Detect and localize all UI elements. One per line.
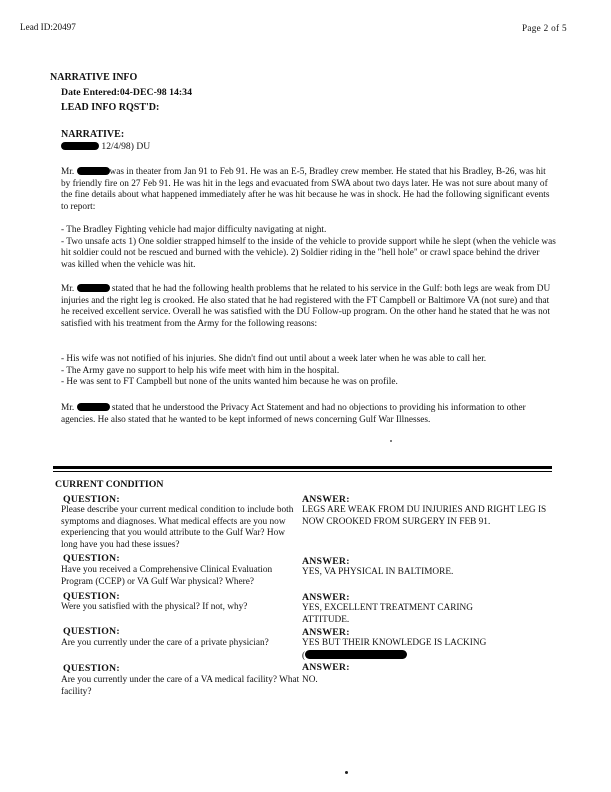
reasons-list	[61, 354, 556, 389]
p2-prefix: Mr.	[61, 284, 75, 294]
lead-info-rqstd: LEAD INFO RQST'D:	[61, 102, 160, 113]
redaction-mark	[305, 650, 407, 659]
reason-item: - His wife was not notified of his injuries. She didn't find out until about a week later when he was able to call her.	[61, 354, 487, 364]
p1-prefix: Mr.	[61, 167, 75, 177]
p2-rest: weak from DU injuries and the right leg is crooked. He also stated that he had registered with the FT Campbell or Baltimore VA (not sure) and that he received excellent service. Overall he was satisfied with the DU Follow-up program. On the other hand he stated that he was not satisfied with his treatment from the Army for the following reasons:	[61, 284, 551, 329]
question-label: QUESTION:	[63, 626, 120, 637]
narrative-paragraph-1	[61, 167, 556, 213]
p1-line1: was in theater from Jan 91 to Feb 91. He was an E-5, Bradley crew member. He stated that his	[109, 167, 461, 177]
current-condition-heading: CURRENT CONDITION	[55, 479, 164, 490]
p3-line1: stated that he understood the Privacy Act Statement and had no objections to providing his	[111, 403, 449, 413]
reason-item: - The Army gave no support to help his wife meet with him in the hospital.	[61, 365, 340, 376]
p1-rest: Bradley, B-26, was hit by friendly fire on 27 Feb 91. He was hit in the legs and evacuated from SWA about two days later. He was not sure about many of the fine details about what happened immediately after he was hit because he was in shock. He had the following significant events to report:	[61, 167, 550, 212]
page-number: Page 2 of 5	[522, 23, 567, 33]
reason-item: - He was sent to FT Campbell but none of the units wanted him because he was on profile.	[61, 377, 398, 387]
question-text: Have you received a Comprehensive Clinical Evaluation Program (CCEP) or VA Gulf War physical? Where?	[61, 565, 273, 587]
event-item: - The Bradley Fighting vehicle had major difficulty navigating at night.	[61, 225, 327, 235]
narrative-paragraph-2	[61, 284, 556, 330]
narrative-heading: NARRATIVE:	[61, 129, 125, 140]
answer-continuation	[302, 650, 407, 663]
section-rule-thin	[53, 471, 552, 472]
scan-speck	[390, 440, 392, 442]
answer-label: ANSWER:	[302, 556, 350, 567]
redaction-mark	[77, 284, 110, 292]
answer-text: YES, VA PHYSICAL IN BALTIMORE.	[302, 567, 454, 577]
narrative-date-tag: 12/4/98) DU	[101, 141, 151, 152]
question-label: QUESTION:	[63, 553, 120, 564]
answer-suffix: (	[302, 651, 306, 661]
date-entered: Date Entered:04-DEC-98 14:34	[61, 87, 192, 98]
section-rule-thick	[53, 466, 552, 469]
answer-label: ANSWER:	[302, 592, 350, 603]
p2-line1: stated that he had the following health problems that he related to his service in the Gulf: both legs are	[111, 284, 493, 294]
answer-label: ANSWER:	[302, 662, 350, 673]
redaction-mark	[77, 167, 110, 175]
answer-text: NO.	[302, 675, 318, 685]
narrative-date-line	[61, 141, 150, 153]
question-label: QUESTION:	[63, 663, 120, 674]
question-text: Were you satisfied with the physical? If not, why?	[61, 602, 248, 612]
question-text: Please describe your current medical condition to include both symptoms and diagnoses. What medical effects are you now experiencing that you would attribute to the Gulf War? How long have you had these issues?	[61, 505, 294, 550]
events-list	[61, 225, 556, 271]
answer-label: ANSWER:	[302, 494, 350, 505]
redaction-mark	[61, 142, 99, 150]
redaction-mark	[77, 403, 110, 411]
lead-id: Lead ID:20497	[20, 22, 76, 32]
p3-prefix: Mr.	[61, 403, 75, 413]
event-item: - Two unsafe acts 1) One soldier strapped himself to the inside of the vehicle to provide support while he slept (when the vehicle was hit soldier could not be rescued and burned with the vehicle). 2) Soldier riding in the "hell hole" or crawl space behind the driver was killed when the vehicle was hit.	[61, 236, 556, 270]
narrative-info-heading: NARRATIVE INFO	[50, 72, 138, 83]
scan-speck	[345, 771, 348, 774]
p3-rest: information to other agencies. He also stated that he wanted to be kept informed of news concerning Gulf War Illnesses.	[61, 403, 526, 425]
answer-text: LEGS ARE WEAK FROM DU INJURIES AND RIGHT LEG IS NOW CROOKED FROM SURGERY IN FEB 91.	[302, 505, 547, 527]
answer-text: YES, EXCELLENT TREATMENT CARING ATTITUDE.	[302, 603, 473, 625]
answer-label: ANSWER:	[302, 627, 350, 638]
question-text: Are you currently under the care of a private physician?	[61, 638, 269, 648]
question-label: QUESTION:	[63, 494, 120, 505]
question-label: QUESTION:	[63, 591, 120, 602]
narrative-paragraph-3	[61, 403, 531, 426]
question-text: Are you currently under the care of a VA medical facility? What facility?	[61, 675, 300, 697]
answer-text: YES BUT THEIR KNOWLEDGE IS LACKING	[302, 638, 487, 648]
